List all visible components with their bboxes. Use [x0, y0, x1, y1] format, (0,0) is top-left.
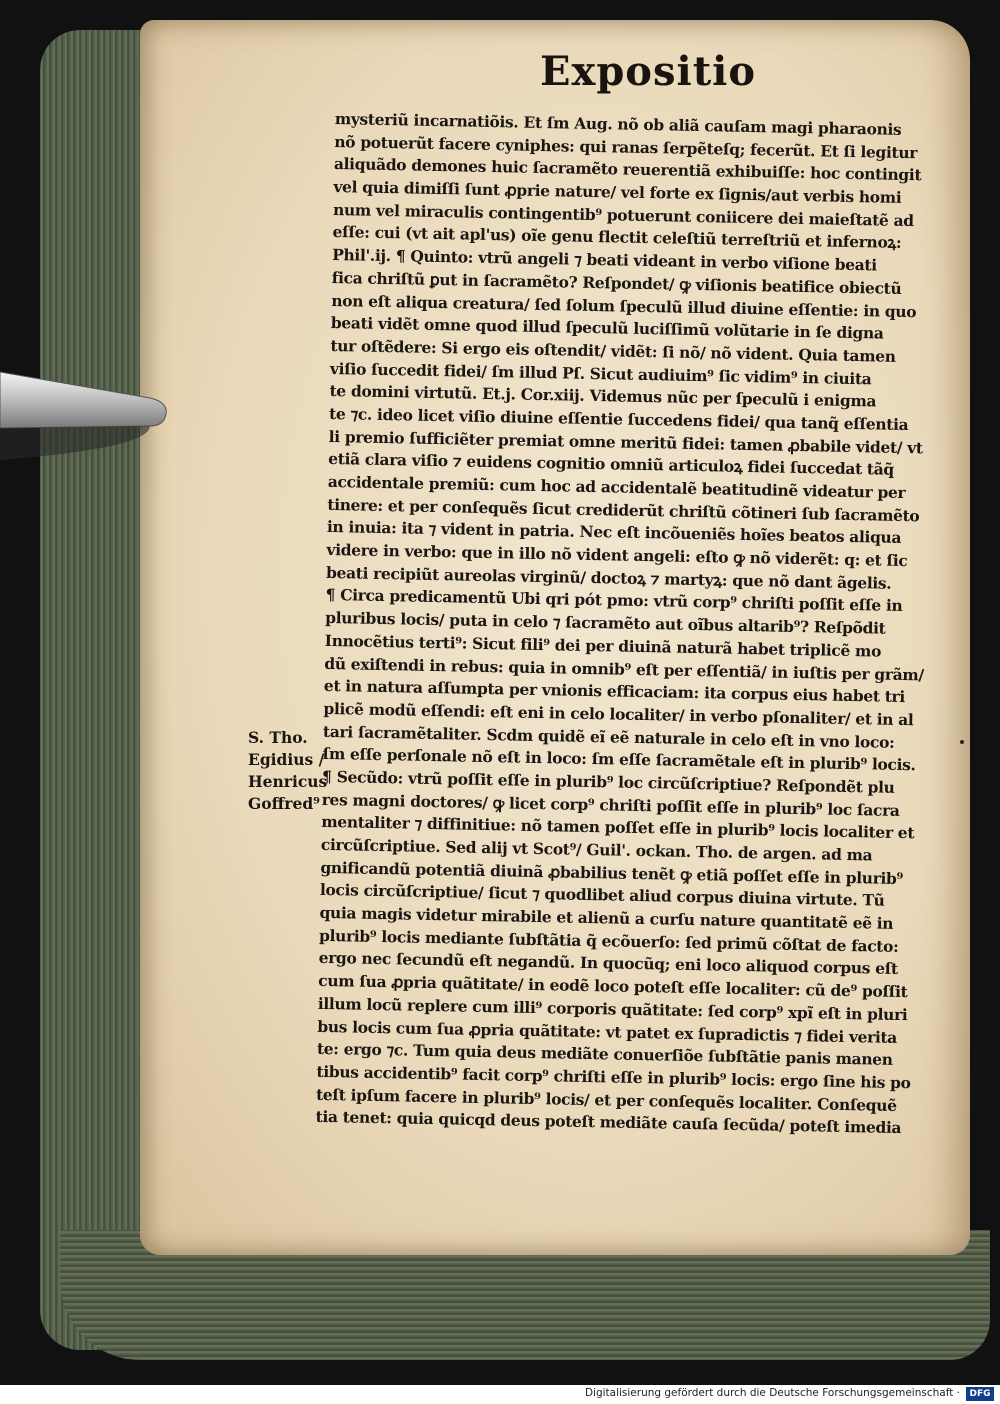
margin-note: S. Tho. — [248, 728, 308, 747]
text-line: ¶ Secũdo: vtrũ poſſit eſſe in plurib⁹ loc circũſcriptiue? Reſpondẽt plu — [321, 766, 895, 797]
text-line: li premio ſufficiẽter premiat omne meritũ fidei: tamen ꝓbabile videt/ vt — [328, 426, 923, 457]
text-line: tia tenet: quia quicqd deus poteſt mediãte cauſa ſecũda/ poteſt imedia — [315, 1107, 902, 1138]
text-line: Innocẽtius terti⁹: Sicut fili⁹ dei per diuinã naturã habet triplicẽ mo — [324, 630, 882, 661]
text-line: non eſt aliqua creatura/ ſed ſolum ſpeculũ illud diuine eſſentie: in quo — [331, 290, 917, 321]
dfg-logo: DFG — [966, 1387, 994, 1401]
text-line: mentaliter ⁊ diffinitiue: nõ tamen poſſet eſſe in plurib⁹ locis localiter et — [321, 812, 915, 843]
text-line: te: ergo ⁊c. Tum quia deus mediãte conuerſiõe ſubſtãtie panis manen — [316, 1039, 893, 1070]
book-page — [140, 20, 970, 1255]
page-heading: Expositio — [540, 48, 757, 95]
text-line: Phil'.ij. ¶ Quinto: vtrũ angeli ⁊ beati videant in verbo viſione beati — [332, 245, 877, 275]
text-line: num vel miraculis contingentib⁹ potuerunt coniicere dei maieſtatẽ ad — [332, 199, 914, 230]
footer-bar — [0, 1385, 1000, 1404]
text-line: teſt ipſum facere in plurib⁹ locis/ et per conſequẽs localiter. Conſequẽ — [315, 1084, 897, 1115]
text-line: te ⁊c. ideo licet viſio diuine eſſentie ſuccedens fidei/ qua tanq̃ eſſentia — [328, 403, 909, 435]
text-line: aliquãdo demones huic ſacramẽto reuerentiã exhibuiſſe: hoc contingit — [333, 154, 922, 185]
text-line: mysteriũ incarnatiõis. Et ſm Aug. nõ ob aliã cauſam magi pharaonis — [334, 108, 902, 139]
margin-note: Henricus — [248, 772, 328, 791]
text-line: quia magis videtur mirabile et alienũ a curſu nature quantitatẽ eẽ in — [319, 902, 894, 933]
text-line: bus locis cum ſua ꝓpria quãtitate: vt patet ex ſupradictis ⁊ fidei verita — [317, 1016, 898, 1047]
text-line: beati vidẽt omne quod illud ſpeculũ luciſſimũ volũtarie in ſe digna — [330, 313, 884, 343]
text-line: et in natura aſſumpta per vnionis efficaciam: ita corpus eius habet tri — [323, 676, 906, 707]
ink-speck — [960, 740, 964, 744]
text-line: pluribus locis/ puta in celo ⁊ ſacramẽto aut oĩbus altarib⁹? Reſpõdit — [325, 608, 886, 638]
text-line: te domini virtutũ. Et.j. Cor.xiij. Videmus nũc per ſpeculũ i enigma — [329, 381, 877, 411]
text-line: dũ exiſtendi in rebus: quia in omnib⁹ eſt per eſſentiã/ in iuſtis per grãm/ — [324, 653, 924, 684]
text-line: plurib⁹ locis mediante ſubſtãtia q̃ ecõuerſo: ſed primũ cõſtat de facto: — [318, 925, 899, 956]
text-line: eſſe: cui (vt ait apl'us) oĩe genu flectit celeſtiũ terreſtriũ et infernoꝝ: — [332, 222, 902, 253]
text-line: beati recipiũt aureolas virginũ/ doctoꝝ ⁊ martyꝝ: que nõ dant ãgelis. — [325, 562, 892, 593]
text-line: videre in verbo: que in illo nõ vident angeli: eſto ꝙ nõ viderẽt: q: et ſic — [326, 539, 908, 571]
body-text — [315, 108, 934, 1140]
text-line: gnificandũ potentiã diuinã ꝓbabilius tenẽt ꝙ etiã poſſet eſſe in plurib⁹ — [320, 857, 904, 888]
text-line: cum ſua ꝓpria quãtitate/ in eodẽ loco poteſt eſſe localiter: cũ de⁹ poſſit — [318, 970, 908, 1002]
text-line: vel quia dimiſſi ſunt ꝓprie nature/ vel forte ex ſignis/aut verbis homi — [333, 177, 902, 207]
footer-credit: Digitalisierung gefördert durch die Deutsche Forschungsgemeinschaft · — [584, 1387, 960, 1399]
margin-notes — [248, 727, 343, 815]
text-line: tari ſacramẽtaliter. Scdm quidẽ eĩ eẽ naturale in celo eſt in vno loco: — [322, 721, 895, 752]
margin-note: Egidius / — [248, 750, 325, 769]
text-line: tur oſtẽdere: Si ergo eis oſtendit/ vidẽt: ſi nõ/ nõ vident. Quia tamen — [330, 335, 896, 366]
text-line: res magni doctores/ ꝙ licet corp⁹ chriſti poſſit eſſe in plurib⁹ loc ſacra — [321, 789, 900, 820]
text-line: tinere: et per conſequẽs ſicut crediderũt chriſtũ cõtineri ſub ſacramẽto — [327, 494, 920, 525]
text-line: illum locũ replere cum illi⁹ corporis quãtitate: ſed corp⁹ xpĩ eſt in pluri — [317, 993, 908, 1024]
page-holder-clip — [0, 368, 170, 460]
text-line: locis circũſcriptiue/ ſicut ⁊ quodlibet aliud corpus diuina virtute. Tũ — [319, 880, 885, 911]
text-line: nõ potuerũt facere cyniphes: qui ranas ſerpẽteſq; fecerũt. Et ſi legitur — [334, 131, 918, 162]
text-line: plicẽ modũ eſſendi: eſt eni in celo localiter/ in verbo pſonaliter/ et in al — [323, 698, 914, 730]
text-line: ergo nec ſecundũ eſt negandũ. In quocũq; eni loco aliquod corpus eſt — [318, 948, 899, 979]
text-line: fica chriſtũ ꝑut in ſacramẽto? Reſpondet/ ꝙ viſionis beatifice obiectũ — [331, 267, 902, 298]
text-line: ¶ Circa predicamentũ Ubi qri pót pmo: vtrũ corp⁹ chriſti poſſit eſſe in — [325, 585, 903, 616]
text-line: in inuia: ita ⁊ vident in patria. Nec eſt incõueniẽs hoĩes beatos aliqua — [326, 517, 902, 548]
text-line: viſio ſuccedit fidei/ ſm illud Pſ. Sicut audiuim⁹ ſic vidim⁹ in ciuita — [329, 358, 872, 388]
text-line: tibus accidentib⁹ facit corp⁹ chriſti eſſe in plurib⁹ locis: ergo ſine his po — [316, 1061, 911, 1093]
text-line: etiã clara viſio ⁊ euidens cognitio omniũ articuloꝝ fidei ſuccedat tãq̃ — [328, 449, 895, 480]
text-line: ſm eſſe perſonale nõ eſt in loco: ſm eſſe ſacramẽtale eſt in plurib⁹ locis. — [322, 744, 916, 775]
text-line: accidentale premiũ: cum hoc ad accidentalẽ beatitudinẽ videatur per — [327, 471, 906, 503]
text-line: circũſcriptiue. Sed alij vt Scot⁹/ Guil'. ockan. Tho. de argen. ad ma — [320, 834, 873, 865]
margin-note: Goffred⁹ — [248, 794, 320, 813]
